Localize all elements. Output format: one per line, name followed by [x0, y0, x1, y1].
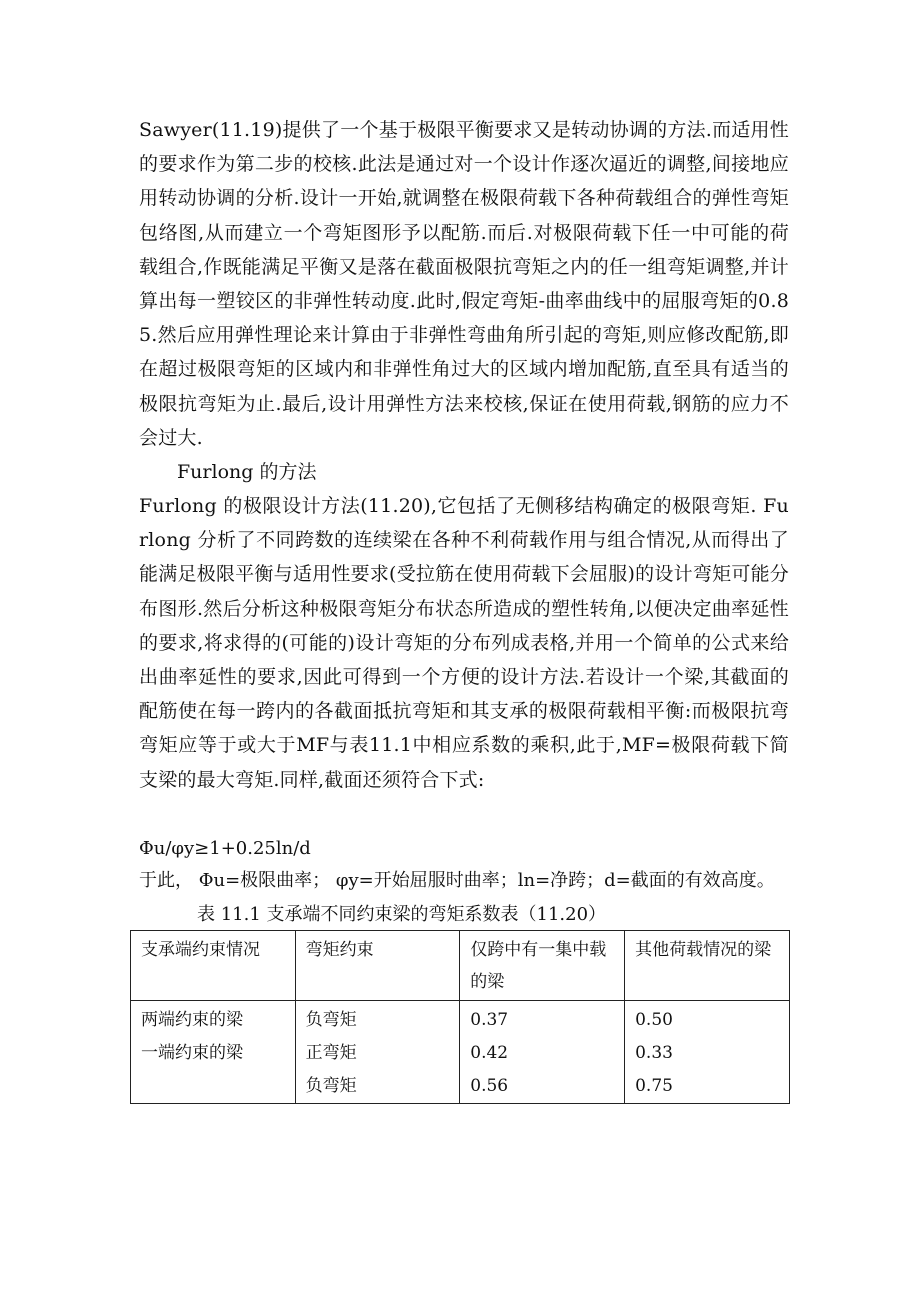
cell-line: 0.75 — [635, 1075, 673, 1096]
table-cell-moment-types — [295, 1000, 460, 1103]
table-row — [131, 1000, 790, 1103]
cell-line: 两端约束的梁 — [141, 1009, 243, 1030]
header-cell-other-load: 其他荷载情况的梁 — [625, 930, 790, 1000]
table-caption: 表 11.1 支承端不同约束梁的弯矩系数表（11.20） — [197, 903, 607, 925]
formula-definitions: 于此， Φu=极限曲率； φy=开始屈服时曲率；ln=净跨；d=截面的有效高度。 — [139, 869, 775, 891]
header-cell-midspan-load: 仅跨中有一集中载的梁 — [460, 930, 625, 1000]
document-page — [139, 113, 789, 1104]
table-cell-midspan-coefficients — [460, 1000, 625, 1103]
cell-line: 0.37 — [470, 1009, 509, 1030]
section-heading-furlong: Furlong 的方法 — [177, 461, 317, 484]
cell-line: 0.42 — [470, 1042, 509, 1063]
paragraph-furlong-method: Furlong 的极限设计方法(11.20),它包括了无侧移结构确定的极限弯矩. Furlong 分析了不同跨数的连续梁在各种不利荷载作用与组合情况,从而得出了能满足极限平衡与适用性要求(受拉筋在使用荷载下会屈服)的设计弯矩可能分布图形.然后分析这种极限弯矩分布状态所造成的塑性转角,以便决定曲率延性的要求,将求得的(可能的)设计弯矩的分布列成表格,并用一个简单的公式来给出曲率延性的要求,因此可得到一个方便的设计方法.若设计一个梁,其截面的配筋使在每一跨内的各截面抵抗弯矩和其支承的极限荷载相平衡:而极限抗弯弯矩应等于或大于MF与表11.1中相应系数的乘积,此于,MF=极限荷载下简支梁的最大弯矩.同样,截面还须符合下式: — [139, 495, 789, 791]
cell-line: 负弯矩 — [305, 1009, 357, 1030]
header-cell-moment-constraint: 弯矩约束 — [295, 930, 460, 1000]
ductility-formula: Φu/φy≥1+0.25ln/d — [139, 837, 311, 859]
table-cell-other-coefficients — [625, 1000, 790, 1103]
table-cell-support-conditions — [131, 1000, 296, 1103]
cell-line: 0.50 — [635, 1009, 673, 1030]
moment-coefficient-table — [130, 930, 790, 1104]
header-cell-support-condition: 支承端约束情况 — [131, 930, 296, 1000]
paragraph-sawyer-method: Sawyer(11.19)提供了一个基于极限平衡要求又是转动协调的方法.而适用性的要求作为第二步的校核.此法是通过对一个设计作逐次逼近的调整,间接地应用转动协调的分析.设计一开始,就调整在极限荷载下各种荷载组合的弹性弯矩包络图,从而建立一个弯矩图形予以配筋.而后.对极限荷载下任一中可能的荷载组合,作既能满足平衡又是落在截面极限抗弯矩之内的任一组弯矩调整,并计算出每一塑铰区的非弹性转动度.此时,假定弯矩-曲率曲线中的屈服弯矩的0.85.然后应用弹性理论来计算由于非弹性弯曲角所引起的弯矩,则应修改配筋,即在超过极限弯矩的区域内和非弹性角过大的区域内增加配筋,直至具有适当的极限抗弯矩为止.最后,设计用弹性方法来校核,保证在使用荷载,钢筋的应力不会过大. — [139, 119, 789, 449]
cell-line: 一端约束的梁 — [141, 1042, 243, 1063]
cell-line: 正弯矩 — [305, 1042, 357, 1063]
table-header-row — [131, 930, 790, 1000]
cell-line: 0.56 — [470, 1075, 509, 1096]
cell-line: 负弯矩 — [305, 1075, 357, 1096]
cell-line: 0.33 — [635, 1042, 673, 1063]
